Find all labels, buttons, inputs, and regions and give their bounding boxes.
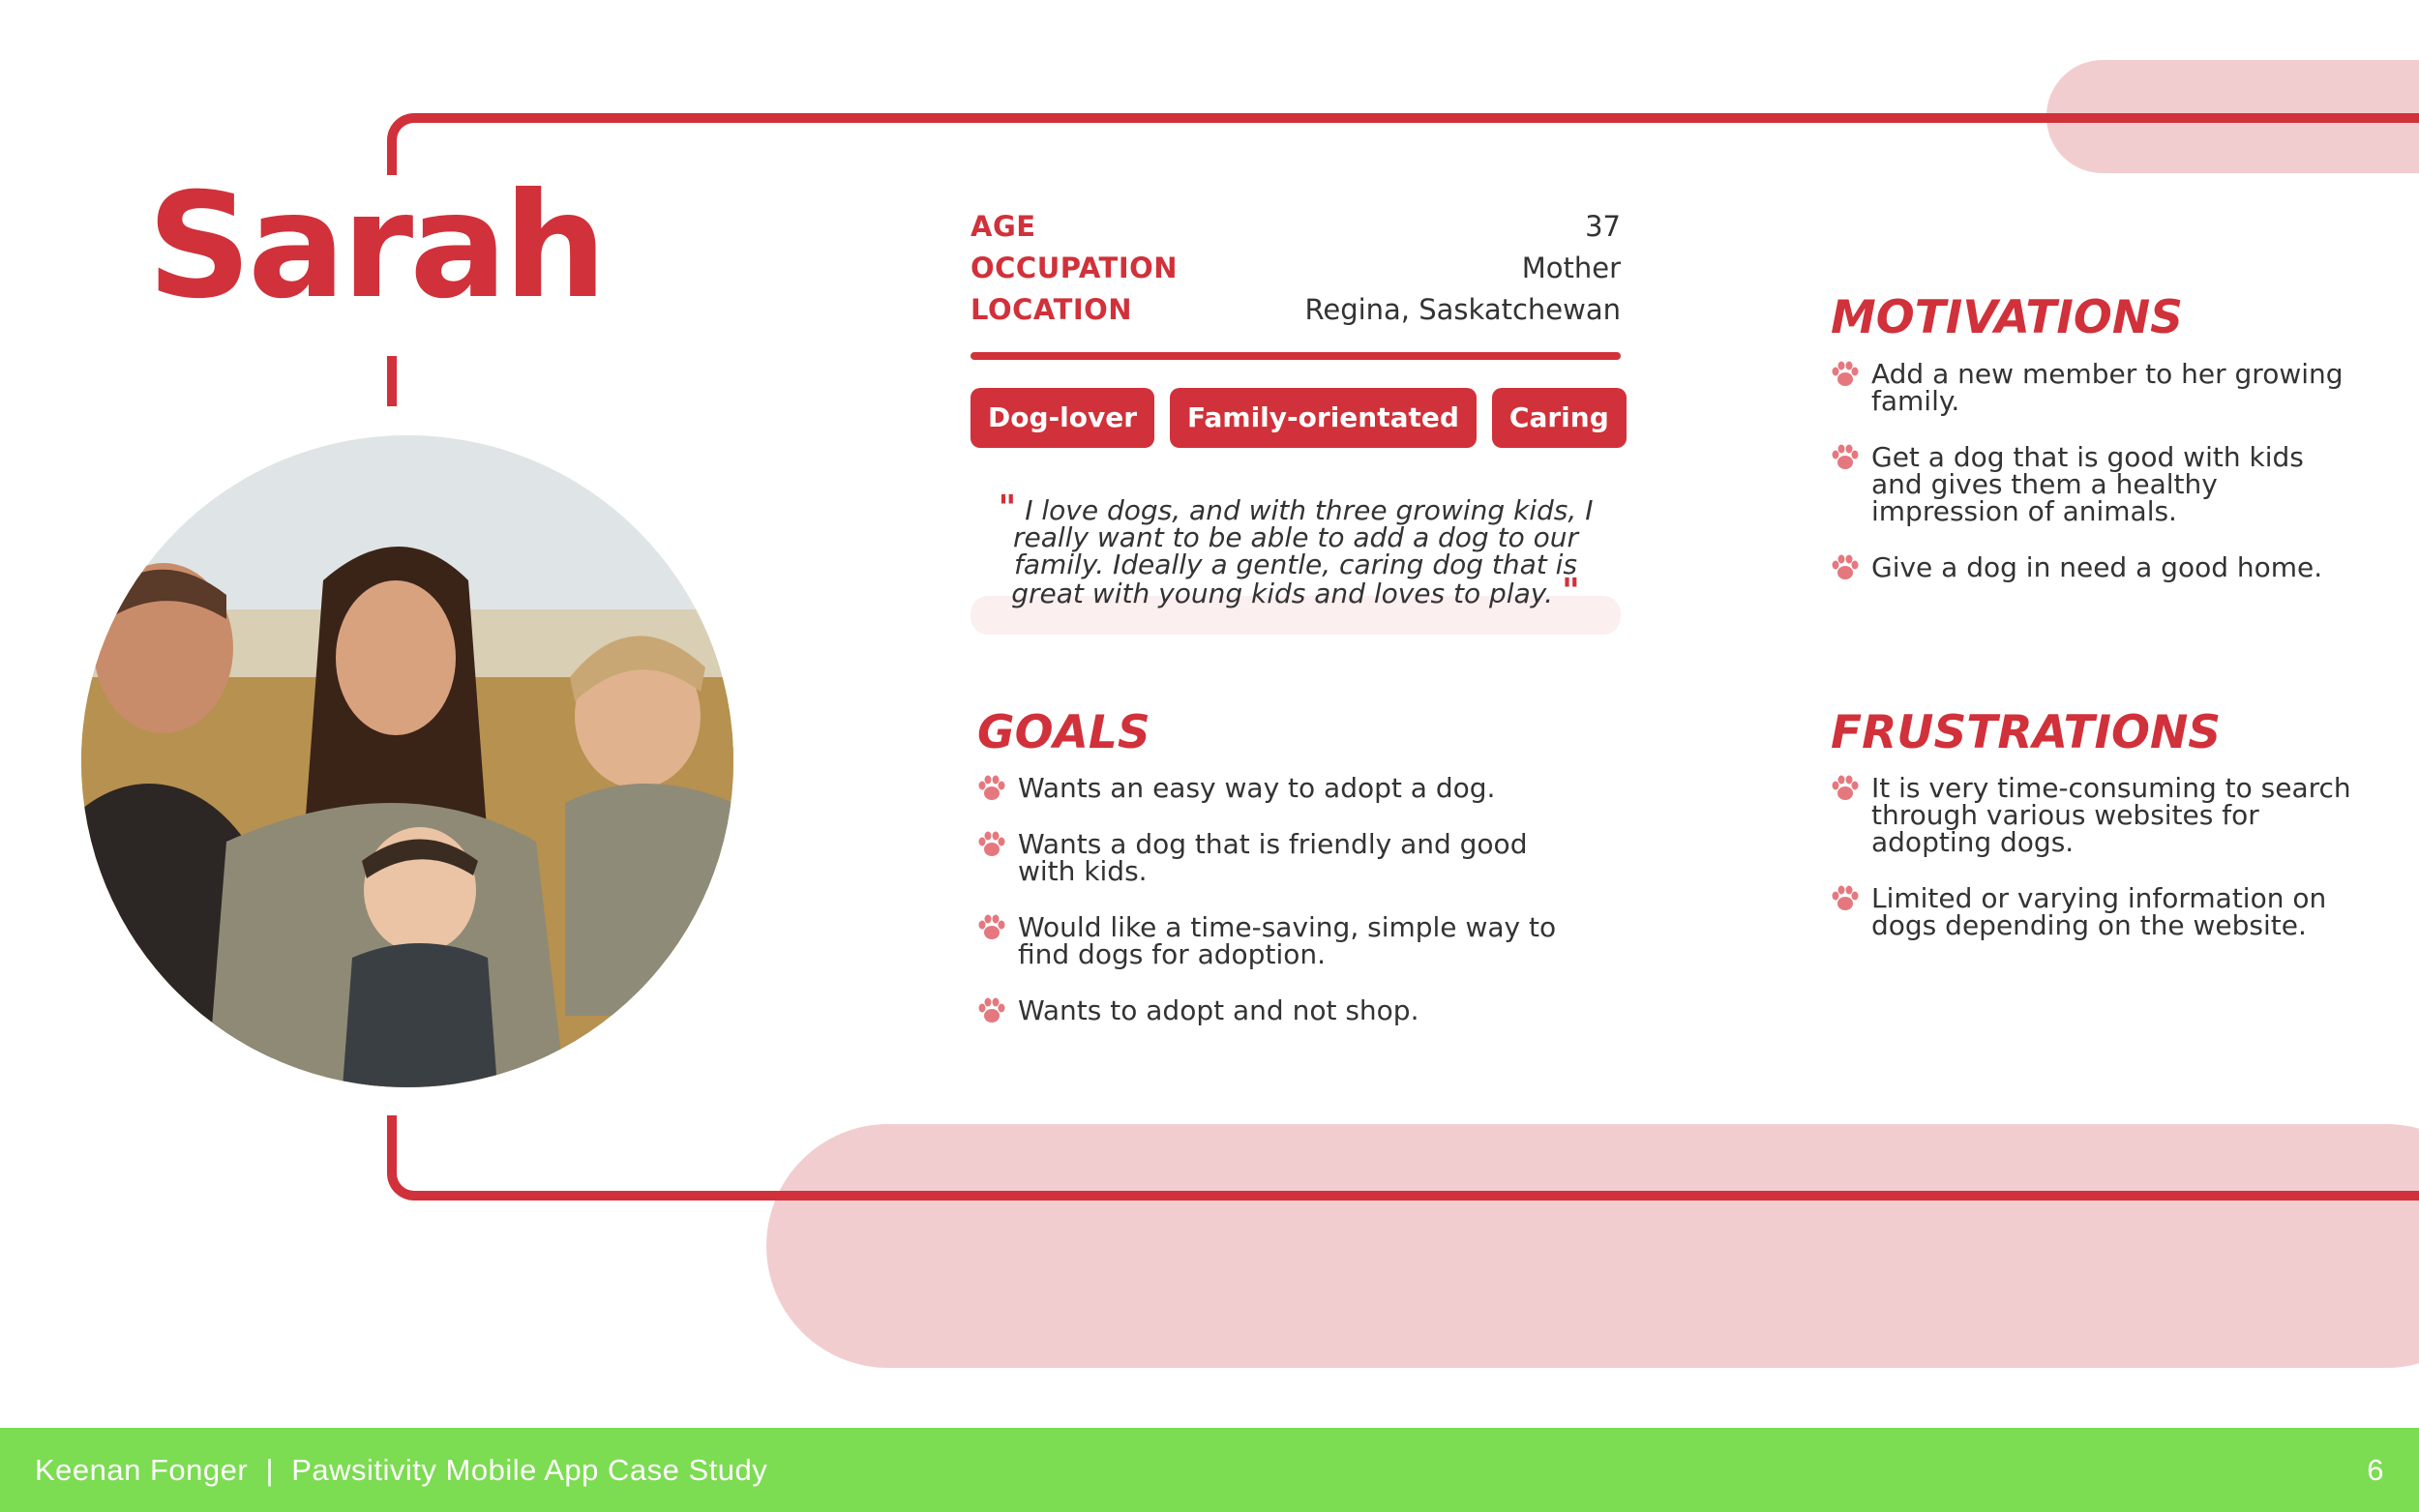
persona-name: Sarah	[147, 163, 604, 331]
list-item-line: family.	[1871, 385, 1960, 417]
detail-row-location	[971, 288, 1621, 330]
close-quote-icon: "	[1561, 572, 1580, 611]
list-item	[977, 911, 1655, 970]
list-item	[977, 994, 1655, 1026]
open-quote-icon: "	[998, 489, 1017, 528]
motivations-title: MOTIVATIONS	[1831, 291, 2184, 344]
paw-icon	[1831, 444, 1860, 471]
quote-line: I love dogs, and with three growing kids, I	[1025, 494, 1594, 526]
list-item-line: impression of animals.	[1871, 495, 2177, 527]
paw-icon	[1831, 361, 1860, 388]
list-item	[1831, 441, 2411, 527]
list-item-line: and gives them a healthy	[1871, 468, 2218, 500]
detail-label: OCCUPATION	[971, 251, 1179, 284]
list-item	[1831, 882, 2411, 941]
page-number: 6	[2367, 1452, 2384, 1487]
quote-line: really want to be able to add a dog to our	[1012, 521, 1578, 553]
list-item-line: Give a dog in need a good home.	[1871, 551, 2323, 583]
quote-line: great with young kids and loves to play.	[1011, 578, 1554, 609]
list-item	[977, 828, 1655, 887]
paw-icon	[977, 997, 1006, 1024]
tag-badge: Family-orientated	[1170, 388, 1477, 448]
paw-icon	[977, 831, 1006, 858]
frustrations-list	[1831, 772, 2411, 968]
paw-icon	[1831, 554, 1860, 581]
list-item-line: dogs depending on the website.	[1871, 909, 2307, 941]
list-item-line: Wants an easy way to adopt a dog.	[1018, 772, 1496, 804]
list-item	[1831, 551, 2411, 583]
list-item-line: Wants to adopt and not shop.	[1018, 994, 1419, 1026]
tag-badge: Dog-lover	[971, 388, 1154, 448]
paw-icon	[977, 914, 1006, 941]
quote-line: family. Ideally a gentle, caring dog that is	[1013, 548, 1578, 580]
detail-label: AGE	[971, 209, 1036, 243]
list-item	[1831, 358, 2411, 417]
list-item-line: Wants a dog that is friendly and good	[1018, 828, 1528, 860]
paw-icon	[977, 775, 1006, 802]
footer-bar	[0, 1428, 2419, 1512]
footer-credit: Keenan Fonger | Pawsitivity Mobile App Case Study	[35, 1452, 768, 1487]
motivations-list	[1831, 358, 2411, 610]
list-item-line: Limited or varying information on	[1871, 882, 2327, 914]
frame-line-top	[387, 113, 2419, 175]
family-photo-illustration	[81, 435, 733, 1087]
paw-icon	[1831, 885, 1860, 912]
list-item-line: Would like a time-saving, simple way to	[1018, 911, 1557, 943]
frustrations-title: FRUSTRATIONS	[1831, 706, 2222, 759]
detail-value: Mother	[1521, 251, 1621, 284]
list-item	[977, 772, 1655, 804]
paw-icon	[1831, 775, 1860, 802]
goals-list	[977, 772, 1655, 1053]
detail-label: LOCATION	[971, 292, 1133, 326]
detail-row-occupation	[971, 247, 1621, 288]
list-item-line: find dogs for adoption.	[1018, 938, 1326, 970]
details-divider	[971, 352, 1621, 360]
goals-title: GOALS	[977, 706, 1150, 759]
persona-family-photo	[81, 435, 733, 1087]
frame-line-bottom	[387, 1115, 2419, 1201]
persona-quote	[971, 489, 1621, 611]
detail-value: Regina, Saskatchewan	[1304, 292, 1621, 326]
list-item	[1831, 772, 2411, 858]
list-item-line: adopting dogs.	[1871, 826, 2075, 858]
list-item-line: Add a new member to her growing	[1871, 358, 2344, 390]
detail-row-age	[971, 205, 1621, 247]
tag-badge: Caring	[1492, 388, 1627, 448]
persona-details	[971, 205, 1621, 330]
list-item-line: with kids.	[1018, 855, 1148, 887]
list-item-line: through various websites for	[1871, 799, 2259, 831]
detail-value: 37	[1585, 209, 1621, 243]
frame-line-left-segment	[387, 356, 397, 406]
list-item-line: It is very time-consuming to search	[1871, 772, 2351, 804]
persona-tags	[971, 388, 1627, 448]
list-item-line: Get a dog that is good with kids	[1871, 441, 2304, 473]
quote-text	[971, 489, 1621, 611]
